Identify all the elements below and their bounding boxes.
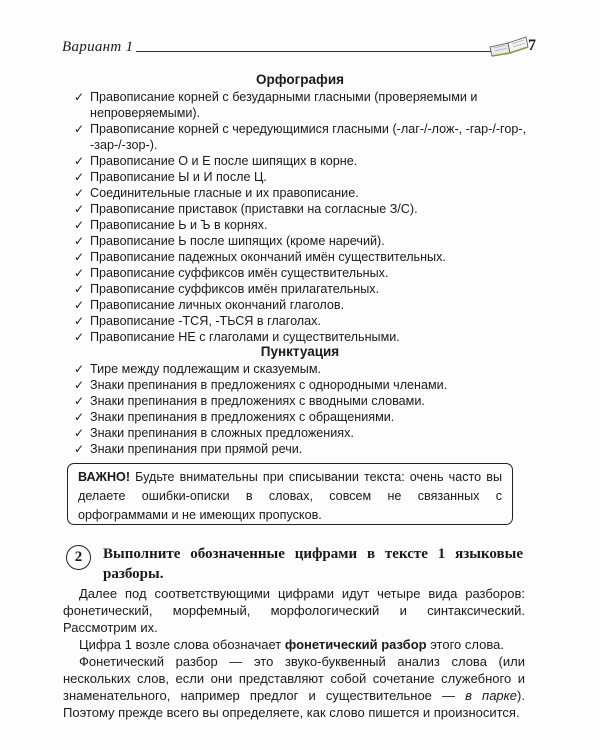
list-item-text: Правописание Ы и И после Ц. (90, 170, 267, 184)
p3-italic-example: в парке (465, 688, 518, 703)
list-item (74, 329, 534, 345)
list-item-text: Знаки препинания в предложениях с обращениями. (90, 410, 395, 424)
p2-bold-term: фонетический разбор (284, 637, 427, 652)
open-book-icon (488, 33, 530, 57)
orthography-title: Орфография (256, 72, 344, 87)
checkmark-icon: ✓ (74, 154, 85, 168)
list-item (74, 425, 534, 441)
list-item-text: Правописание -ТСЯ, -ТЬСЯ в глаголах. (90, 314, 321, 328)
checkmark-icon: ✓ (74, 314, 85, 328)
header-rule (136, 51, 504, 52)
list-item-text: Знаки препинания при прямой речи. (90, 442, 303, 456)
list-item-text: Правописание Ь и Ъ в корнях. (90, 218, 268, 232)
list-item (74, 377, 534, 393)
list-item (74, 121, 534, 153)
checkmark-icon: ✓ (74, 442, 85, 456)
list-item-text: Правописание личных окончаний глаголов. (90, 298, 345, 312)
checkmark-icon: ✓ (74, 330, 85, 344)
list-item (74, 169, 534, 185)
page-header (62, 39, 562, 63)
list-item (74, 217, 534, 233)
important-text: Будьте внимательны при списывании текста: очень часто вы делаете ошибки-описки в словах, совсем не связанных с орфограммами и не имеющих пропусков. (78, 470, 502, 522)
checkmark-icon: ✓ (74, 282, 85, 296)
list-item (74, 185, 534, 201)
list-item (74, 153, 534, 169)
list-item (74, 281, 534, 297)
checkmark-icon: ✓ (74, 378, 85, 392)
list-item (74, 297, 534, 313)
task-title: Выполните обозначенные цифрами в тексте 1 языковые разборы. (103, 546, 523, 582)
list-item-text: Знаки препинания в предложениях с вводными словами. (90, 394, 425, 408)
list-item (74, 313, 534, 329)
paragraph-phonetic (63, 653, 525, 721)
list-item (74, 393, 534, 409)
list-item-text: Правописание падежных окончаний имён существительных. (90, 250, 446, 264)
checkmark-icon: ✓ (74, 170, 85, 184)
checkmark-icon: ✓ (74, 122, 85, 136)
checkmark-icon: ✓ (74, 202, 85, 216)
list-item-text: Правописание Ь после шипящих (кроме наречий). (90, 234, 385, 248)
p3-text-end: ). Поэтому прежде всего вы определяете, как слово пишется и произносится. (63, 688, 525, 720)
p2-text-end: этого слова. (426, 637, 504, 652)
p3-text-start: Фонетический разбор — это звуко-буквенный анализ слова (или нескольких слов, если они представляют собой сочетание служебного и знаменательного, например предлог и существительное — (63, 654, 525, 703)
paragraph-digit-one (63, 636, 525, 653)
list-item (74, 89, 534, 121)
orthography-list (74, 89, 534, 345)
checkmark-icon: ✓ (74, 234, 85, 248)
list-item-text: Правописание приставок (приставки на согласные З/С). (90, 202, 418, 216)
checkmark-icon: ✓ (74, 394, 85, 408)
list-item (74, 201, 534, 217)
list-item (74, 361, 534, 377)
list-item-text: Правописание НЕ с глаголами и существительными. (90, 330, 400, 344)
list-item-text: Тире между подлежащим и сказуемым. (90, 362, 321, 376)
checkmark-icon: ✓ (74, 410, 85, 424)
checkmark-icon: ✓ (74, 266, 85, 280)
checkmark-icon: ✓ (74, 250, 85, 264)
list-item-text: Знаки препинания в сложных предложениях. (90, 426, 354, 440)
variant-label: Вариант 1 (62, 39, 134, 55)
list-item (74, 265, 534, 281)
list-item-text: Правописание суффиксов имён прилагательных. (90, 282, 380, 296)
punctuation-list (74, 361, 534, 457)
list-item-text: Знаки препинания в предложениях с однородными членами. (90, 378, 448, 392)
list-item (74, 409, 534, 425)
list-item-text: Соединительные гласные и их правописание. (90, 186, 359, 200)
checkmark-icon: ✓ (74, 362, 85, 376)
paragraph-intro: Далее под соответствующими цифрами идут четыре вида разборов: фонетический, морфемный, морфологический и синтаксический. Рассмотрим их. (63, 586, 525, 635)
important-note (67, 463, 513, 525)
list-item (74, 249, 534, 265)
list-item (74, 233, 534, 249)
checkmark-icon: ✓ (74, 186, 85, 200)
list-item-text: Правописание суффиксов имён существительных. (90, 266, 389, 280)
list-item-text: Правописание корней с безударными гласными (проверяемыми и непроверяемыми). (90, 90, 478, 120)
checkmark-icon: ✓ (74, 218, 85, 232)
important-label: ВАЖНО! (78, 470, 131, 484)
list-item (74, 441, 534, 457)
checkmark-icon: ✓ (74, 426, 85, 440)
task-number-badge: 2 (66, 545, 91, 570)
list-item-text: Правописание О и Е после шипящих в корне. (90, 154, 358, 168)
checkmark-icon: ✓ (74, 298, 85, 312)
p2-text-start: Цифра 1 возле слова обозначает (79, 637, 285, 652)
page-number: 7 (528, 37, 536, 54)
list-item-text: Правописание корней с чередующимися гласными (-лаг-/-лож-, -гар-/-гор-, -зар-/-зор-). (90, 122, 527, 152)
checkmark-icon: ✓ (74, 90, 85, 104)
punctuation-title: Пунктуация (260, 344, 340, 359)
